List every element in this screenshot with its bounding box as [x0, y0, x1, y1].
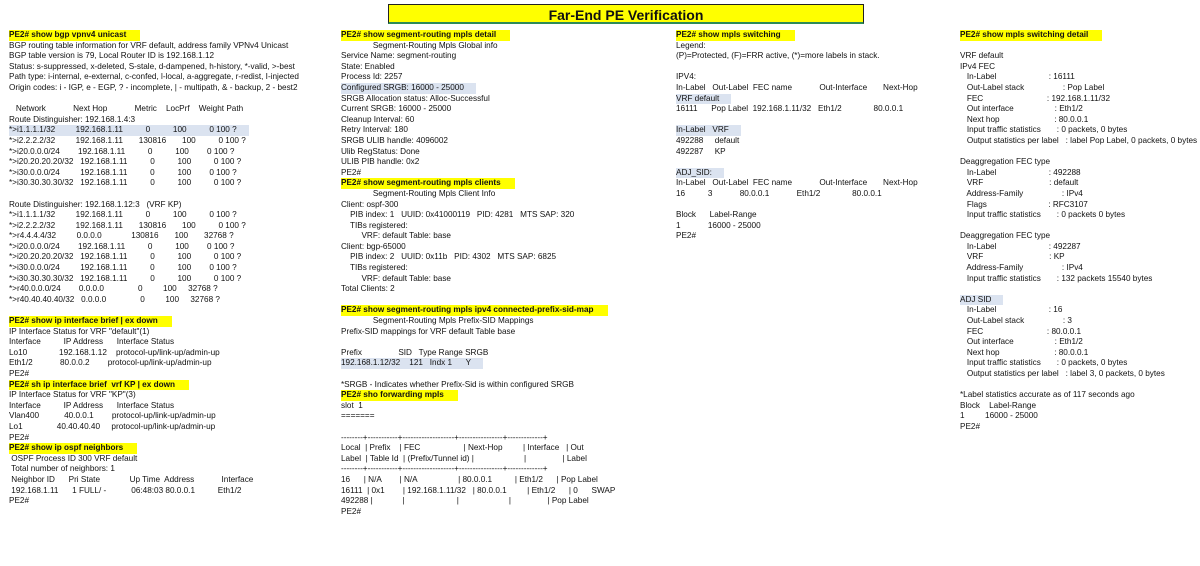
output-text: PE2#	[676, 231, 697, 241]
output-line	[960, 41, 1198, 52]
output-line	[341, 147, 671, 158]
output-text: Segment-Routing Mpls Client Info	[341, 188, 496, 198]
output-line	[341, 454, 671, 465]
output-text: Prefix-SID mappings for VRF default Table base	[341, 326, 516, 336]
command-text: PE2# sho forwarding mpls	[341, 390, 458, 401]
command-text: PE2# sh ip interface brief vrf KP | ex down	[9, 380, 189, 391]
output-text: FEC : 192.168.1.11/32	[960, 93, 1111, 103]
output-text: 1 16000 - 25000	[676, 220, 761, 230]
output-line	[341, 369, 671, 380]
output-line	[9, 496, 339, 507]
output-text: Cleanup Interval: 60	[341, 114, 415, 124]
output-text: *>i2.2.2.2/32 192.168.1.11 130816 100 0 100 ?	[9, 135, 246, 145]
output-line	[341, 83, 671, 94]
column-mpls-switching-detail	[960, 30, 1198, 433]
output-line	[676, 62, 956, 73]
output-text: *>i20.0.0.0/24 192.168.1.11 0 100 0 100 ?	[9, 146, 235, 156]
output-text: Lo1 40.40.40.40 protocol-up/link-up/admin-up	[9, 421, 216, 431]
output-line	[960, 390, 1198, 401]
output-line	[341, 348, 671, 359]
output-line	[9, 274, 339, 285]
output-line	[960, 94, 1198, 105]
output-line	[341, 337, 671, 348]
output-text: Label | Table Id | (Prefix/Tunnel id) | | | Label	[341, 453, 587, 463]
output-text: Address-Family : IPv4	[960, 188, 1083, 198]
output-line	[341, 51, 671, 62]
command-line	[341, 305, 671, 316]
command-text: PE2# show ip interface brief | ex down	[9, 316, 172, 327]
output-text: PE2#	[9, 369, 30, 378]
output-line	[960, 316, 1198, 327]
command-text: PE2# show segment-routing mpls clients	[341, 178, 515, 189]
output-line	[341, 475, 671, 486]
output-line	[9, 390, 339, 401]
output-text: Output statistics per label : label Pop Label, 0 packets, 0 bytes	[960, 135, 1198, 145]
output-line	[9, 136, 339, 147]
output-line	[676, 94, 956, 105]
output-line	[341, 507, 671, 518]
output-line	[960, 189, 1198, 200]
output-text: =======	[341, 411, 375, 421]
output-line	[960, 72, 1198, 83]
output-line	[9, 200, 339, 211]
output-text: VRF default	[676, 94, 731, 105]
output-text: Vlan400 40.0.0.1 protocol-up/link-up/admin-up	[9, 411, 216, 421]
output-line	[341, 136, 671, 147]
output-line	[9, 147, 339, 158]
output-line	[9, 454, 339, 465]
output-text: Prefix SID Type Range SRGB	[341, 347, 489, 357]
output-text: VRF : KP	[960, 252, 1065, 262]
output-text: Block Label-Range	[960, 400, 1037, 410]
column-mpls-switching	[676, 30, 956, 242]
output-line	[676, 41, 956, 52]
output-text: Out-Label stack : Pop Label	[960, 82, 1105, 92]
output-line	[960, 125, 1198, 136]
output-line	[676, 200, 956, 211]
output-text: Output statistics per label : label 3, 0 packets, 0 bytes	[960, 369, 1165, 378]
output-line	[960, 348, 1198, 359]
output-text: Origin codes: i - IGP, e - EGP, ? - incomplete, | - multipath, & - backup, 2 - best2	[9, 82, 298, 92]
output-line	[676, 51, 956, 62]
output-text: *>i1.1.1.1/32 192.168.1.11 0 100 0 100 ?	[9, 210, 237, 220]
output-line	[960, 422, 1198, 433]
output-line	[960, 284, 1198, 295]
output-line	[960, 147, 1198, 158]
output-text: Next hop : 80.0.0.1	[960, 347, 1089, 357]
output-text: 16111 Pop Label 192.168.1.11/32 Eth1/2 80.0.0.1	[676, 104, 904, 114]
output-line	[960, 104, 1198, 115]
output-line	[9, 51, 339, 62]
output-line	[9, 295, 339, 306]
output-text: *>r40.0.0.0/24 0.0.0.0 0 100 32768 ?	[9, 284, 218, 294]
output-text: *Label statistics accurate as of 117 seconds ago	[960, 390, 1135, 400]
output-text: *>r40.40.40.40/32 0.0.0.0 0 100 32768 ?	[9, 294, 220, 304]
output-line	[341, 274, 671, 285]
output-text: Path type: i-internal, e-external, c-confed, l-local, a-aggregate, r-redist, I-injected	[9, 72, 299, 82]
command-line	[960, 30, 1198, 41]
output-line	[960, 62, 1198, 73]
output-line	[960, 327, 1198, 338]
command-line	[341, 178, 671, 189]
output-text: Out interface : Eth1/2	[960, 337, 1083, 347]
output-line	[960, 369, 1198, 380]
output-line	[341, 157, 671, 168]
output-text: PE2#	[341, 506, 362, 516]
command-line	[9, 380, 339, 391]
output-line	[9, 337, 339, 348]
output-text: Out interface : Eth1/2	[960, 104, 1083, 114]
output-text: 16 | N/A | N/A | 80.0.0.1 | Eth1/2 | Pop Label	[341, 474, 598, 484]
output-line	[960, 358, 1198, 369]
output-line	[676, 136, 956, 147]
output-text: (P)=Protected, (F)=FRR active, (*)=more labels in stack.	[676, 51, 880, 61]
output-text: *>i2.2.2.2/32 192.168.1.11 130816 100 0 100 ?	[9, 220, 246, 230]
command-line	[341, 30, 671, 41]
output-text: *>i30.30.30.30/32 192.168.1.11 0 100 0 100 ?	[9, 178, 242, 188]
command-text: PE2# show bgp vpnv4 unicast	[9, 30, 140, 41]
output-text: In-Label Out-Label FEC name Out-Interface Next-Hop	[676, 178, 918, 188]
output-text: Segment-Routing Mpls Global info	[341, 40, 498, 50]
output-text: TIBs registered:	[341, 263, 408, 273]
output-line	[9, 41, 339, 52]
output-line	[341, 252, 671, 263]
output-line	[676, 168, 956, 179]
output-text: PE2#	[9, 496, 30, 506]
output-line	[676, 189, 956, 200]
output-text: In-Label VRF	[676, 125, 741, 136]
output-line	[960, 411, 1198, 422]
output-text: 192.168.1.12/32 121 Indx 1 Y	[341, 358, 483, 369]
output-line	[676, 115, 956, 126]
output-text: IP Interface Status for VRF "KP"(3)	[9, 390, 136, 400]
output-text: Network Next Hop Metric LocPrf Weight Path	[9, 104, 244, 114]
output-line	[341, 316, 671, 327]
output-line	[341, 411, 671, 422]
output-text: --------+-----------+-------------------+----------------+-------------+	[341, 464, 548, 474]
output-line	[960, 51, 1198, 62]
output-text: --------+-----------+-------------------+----------------+-------------+	[341, 432, 548, 442]
output-line	[960, 401, 1198, 412]
output-line	[9, 327, 339, 338]
command-line	[676, 30, 956, 41]
output-line	[341, 221, 671, 232]
output-line	[676, 231, 956, 242]
output-text: BGP routing table information for VRF default, address family VPNv4 Unicast	[9, 40, 289, 50]
output-text: Route Distinguisher: 192.168.1.4:3	[9, 114, 136, 124]
output-text: Interface IP Address Interface Status	[9, 400, 175, 410]
output-line	[341, 168, 671, 179]
output-line	[341, 231, 671, 242]
output-text: Client: bgp-65000	[341, 241, 406, 251]
output-line	[341, 242, 671, 253]
output-text: 492288 | | | | | Pop Label	[341, 496, 589, 506]
output-line	[676, 125, 956, 136]
output-line	[341, 380, 671, 391]
output-text: SRGB ULIB handle: 4096002	[341, 135, 448, 145]
output-text: *SRGB - Indicates whether Prefix-Sid is within configured SRGB	[341, 379, 574, 389]
output-line	[676, 157, 956, 168]
output-text: Total Clients: 2	[341, 284, 395, 294]
output-line	[676, 147, 956, 158]
output-text: Process Id: 2257	[341, 72, 403, 82]
command-text: PE2# show segment-routing mpls ipv4 connected-prefix-sid-map	[341, 305, 608, 316]
output-line	[341, 200, 671, 211]
output-line	[9, 369, 339, 380]
output-text: Flags : RFC3107	[960, 199, 1088, 209]
output-line	[9, 189, 339, 200]
output-line	[341, 464, 671, 475]
output-text: VRF : default	[960, 178, 1079, 188]
output-text: IPV4:	[676, 72, 697, 82]
output-text: Legend:	[676, 40, 706, 50]
command-text: PE2# show mpls switching detail	[960, 30, 1102, 41]
output-line	[676, 83, 956, 94]
output-text: *>r4.4.4.4/32 0.0.0.0 130816 100 32768 ?	[9, 231, 234, 241]
output-line	[341, 115, 671, 126]
output-line	[9, 83, 339, 94]
output-text: Next hop : 80.0.0.1	[960, 114, 1089, 124]
output-text: Eth1/2 80.0.0.2 protocol-up/link-up/admin-up	[9, 358, 212, 368]
output-text: Lo10 192.168.1.12 protocol-up/link-up/admin-up	[9, 347, 220, 357]
output-line	[341, 189, 671, 200]
output-line	[9, 433, 339, 444]
output-text: Input traffic statistics : 0 packets, 0 bytes	[960, 358, 1128, 368]
output-text: Input traffic statistics : 0 packets, 0 bytes	[960, 125, 1128, 135]
output-line	[960, 274, 1198, 285]
output-text: BGP table version is 79, Local Router ID is 192.168.1.12	[9, 51, 215, 61]
output-line	[9, 221, 339, 232]
output-line	[960, 380, 1198, 391]
output-text: VRF: default Table: base	[341, 231, 451, 241]
output-text: PE2#	[341, 167, 362, 177]
output-text: 16111 | 0x1 | 192.168.1.11/32 | 80.0.0.1 | Eth1/2 | 0 SWAP	[341, 485, 616, 495]
output-line	[9, 72, 339, 83]
output-line	[9, 284, 339, 295]
output-line	[960, 231, 1198, 242]
output-text: ULIB PIB handle: 0x2	[341, 157, 420, 167]
output-line	[9, 104, 339, 115]
output-text: State: Enabled	[341, 61, 395, 71]
output-line	[960, 83, 1198, 94]
output-line	[960, 337, 1198, 348]
output-line	[676, 72, 956, 83]
output-text: PE2#	[960, 421, 981, 431]
output-text: 492288 default	[676, 135, 740, 145]
output-line	[9, 242, 339, 253]
output-line	[9, 62, 339, 73]
output-line	[341, 401, 671, 412]
output-text: Out-Label stack : 3	[960, 316, 1072, 326]
output-line	[960, 115, 1198, 126]
output-text: *>i30.0.0.0/24 192.168.1.11 0 100 0 100 ?	[9, 167, 237, 177]
output-line	[9, 115, 339, 126]
output-line	[341, 433, 671, 444]
output-text: Client: ospf-300	[341, 199, 399, 209]
output-line	[676, 178, 956, 189]
output-text: Configured SRGB: 16000 - 25000	[341, 83, 476, 94]
output-line	[9, 157, 339, 168]
output-text: Deaggregation FEC type	[960, 231, 1051, 241]
output-text: 16 3 80.0.0.1 Eth1/2 80.0.0.1	[676, 188, 882, 198]
output-text: In-Label : 492287	[960, 241, 1081, 251]
output-line	[341, 41, 671, 52]
output-line	[9, 125, 339, 136]
output-text: PIB index: 2 UUID: 0x11b PID: 4302 MTS SAP: 6825	[341, 252, 557, 262]
output-text: In-Label : 16	[960, 305, 1063, 315]
output-text: PIB index: 1 UUID: 0x41000119 PID: 4281 MTS SAP: 320	[341, 210, 575, 220]
output-text: Block Label-Range	[676, 210, 757, 220]
output-text: *>i20.0.0.0/24 192.168.1.11 0 100 0 100 ?	[9, 241, 235, 251]
output-line	[9, 411, 339, 422]
output-text: slot 1	[341, 400, 363, 410]
output-line	[9, 168, 339, 179]
output-line	[960, 305, 1198, 316]
output-line	[960, 263, 1198, 274]
output-text: 492287 KP	[676, 146, 726, 156]
output-line	[9, 464, 339, 475]
output-text: ADJ_SID:	[676, 168, 724, 179]
output-line	[341, 486, 671, 497]
output-line	[341, 358, 671, 369]
output-line	[9, 210, 339, 221]
output-line	[960, 210, 1198, 221]
output-text: Input traffic statistics : 132 packets 15540 bytes	[960, 273, 1153, 283]
output-text: *>i30.30.30.30/32 192.168.1.11 0 100 0 100 ?	[9, 273, 242, 283]
output-line	[9, 231, 339, 242]
output-text: Status: s-suppressed, x-deleted, S-stale, d-dampened, h-history, *-valid, >-best	[9, 61, 295, 71]
output-line	[9, 401, 339, 412]
output-text: VRF: default Table: base	[341, 273, 451, 283]
output-line	[960, 157, 1198, 168]
output-line	[341, 496, 671, 507]
output-line	[341, 210, 671, 221]
output-text: Neighbor ID Pri State Up Time Address Interface	[9, 474, 254, 484]
command-line	[9, 443, 339, 454]
output-text: In-Label : 16111	[960, 72, 1075, 82]
output-line	[341, 62, 671, 73]
output-text: PE2#	[9, 432, 30, 442]
output-text: TIBs registered:	[341, 220, 408, 230]
output-line	[9, 486, 339, 497]
output-line	[9, 94, 339, 105]
output-text: OSPF Process ID 300 VRF default	[9, 453, 138, 463]
output-text: IP Interface Status for VRF "default"(1)	[9, 326, 150, 336]
output-line	[9, 358, 339, 369]
output-text: In-Label Out-Label FEC name Out-Interface Next-Hop	[676, 82, 918, 92]
output-text: ADJ SID	[960, 295, 1003, 306]
output-text: Address-Family : IPv4	[960, 263, 1083, 273]
output-line	[676, 210, 956, 221]
output-text: *>i30.0.0.0/24 192.168.1.11 0 100 0 100 ?	[9, 263, 237, 273]
output-text: Service Name: segment-routing	[341, 51, 457, 61]
output-text: Interface IP Address Interface Status	[9, 337, 175, 347]
output-text: 192.168.1.11 1 FULL/ - 06:48:03 80.0.0.1 Eth1/2	[9, 485, 242, 495]
output-line	[341, 295, 671, 306]
output-line	[960, 252, 1198, 263]
output-text: IPv4 FEC	[960, 61, 996, 71]
column-bgp-interfaces-ospf	[9, 30, 339, 507]
output-line	[676, 221, 956, 232]
output-text: VRF default	[960, 51, 1004, 61]
output-text: Segment-Routing Mpls Prefix-SID Mappings	[341, 316, 534, 326]
output-text: *>i1.1.1.1/32 192.168.1.11 0 100 0 100 ?	[9, 125, 249, 136]
output-line	[341, 72, 671, 83]
column-segment-routing-forwarding	[341, 30, 671, 517]
output-line	[676, 104, 956, 115]
output-line	[9, 348, 339, 359]
output-line	[960, 200, 1198, 211]
output-line	[960, 168, 1198, 179]
output-line	[341, 443, 671, 454]
output-line	[9, 422, 339, 433]
output-text: Deaggregation FEC type	[960, 157, 1051, 167]
output-text: *>i20.20.20.20/32 192.168.1.11 0 100 0 100 ?	[9, 252, 242, 262]
command-text: PE2# show segment-routing mpls detail	[341, 30, 510, 41]
output-text: Route Distinguisher: 192.168.1.12:3 (VRF KP)	[9, 199, 182, 209]
page-title: Far-End PE Verification	[388, 4, 864, 24]
output-text: SRGB Allocation status: Alloc-Successful	[341, 93, 490, 103]
output-text: *>i20.20.20.20/32 192.168.1.11 0 100 0 100 ?	[9, 157, 242, 167]
output-line	[341, 284, 671, 295]
output-line	[341, 104, 671, 115]
command-text: PE2# show mpls switching	[676, 30, 795, 41]
output-line	[9, 305, 339, 316]
output-line	[960, 242, 1198, 253]
command-line	[9, 316, 339, 327]
output-text: Local | Prefix | FEC | Next-Hop | Interface | Out	[341, 443, 584, 453]
output-text: Current SRGB: 16000 - 25000	[341, 104, 452, 114]
output-line	[9, 252, 339, 263]
output-line	[341, 263, 671, 274]
output-line	[341, 327, 671, 338]
output-text: In-Label : 492288	[960, 167, 1081, 177]
output-text: Retry Interval: 180	[341, 125, 408, 135]
command-line	[341, 390, 671, 401]
output-line	[9, 475, 339, 486]
output-line	[960, 136, 1198, 147]
output-line	[960, 295, 1198, 306]
output-text: Total number of neighbors: 1	[9, 464, 115, 474]
output-text: Ulib RegStatus: Done	[341, 146, 420, 156]
command-text: PE2# show ip ospf neighbors	[9, 443, 137, 454]
output-line	[9, 263, 339, 274]
output-text: FEC : 80.0.0.1	[960, 326, 1082, 336]
output-line	[960, 221, 1198, 232]
output-text: 1 16000 - 25000	[960, 411, 1038, 421]
output-line	[960, 178, 1198, 189]
output-line	[9, 178, 339, 189]
command-line	[9, 30, 339, 41]
output-text: Input traffic statistics : 0 packets 0 bytes	[960, 210, 1126, 220]
output-line	[341, 125, 671, 136]
output-line	[341, 422, 671, 433]
output-line	[341, 94, 671, 105]
